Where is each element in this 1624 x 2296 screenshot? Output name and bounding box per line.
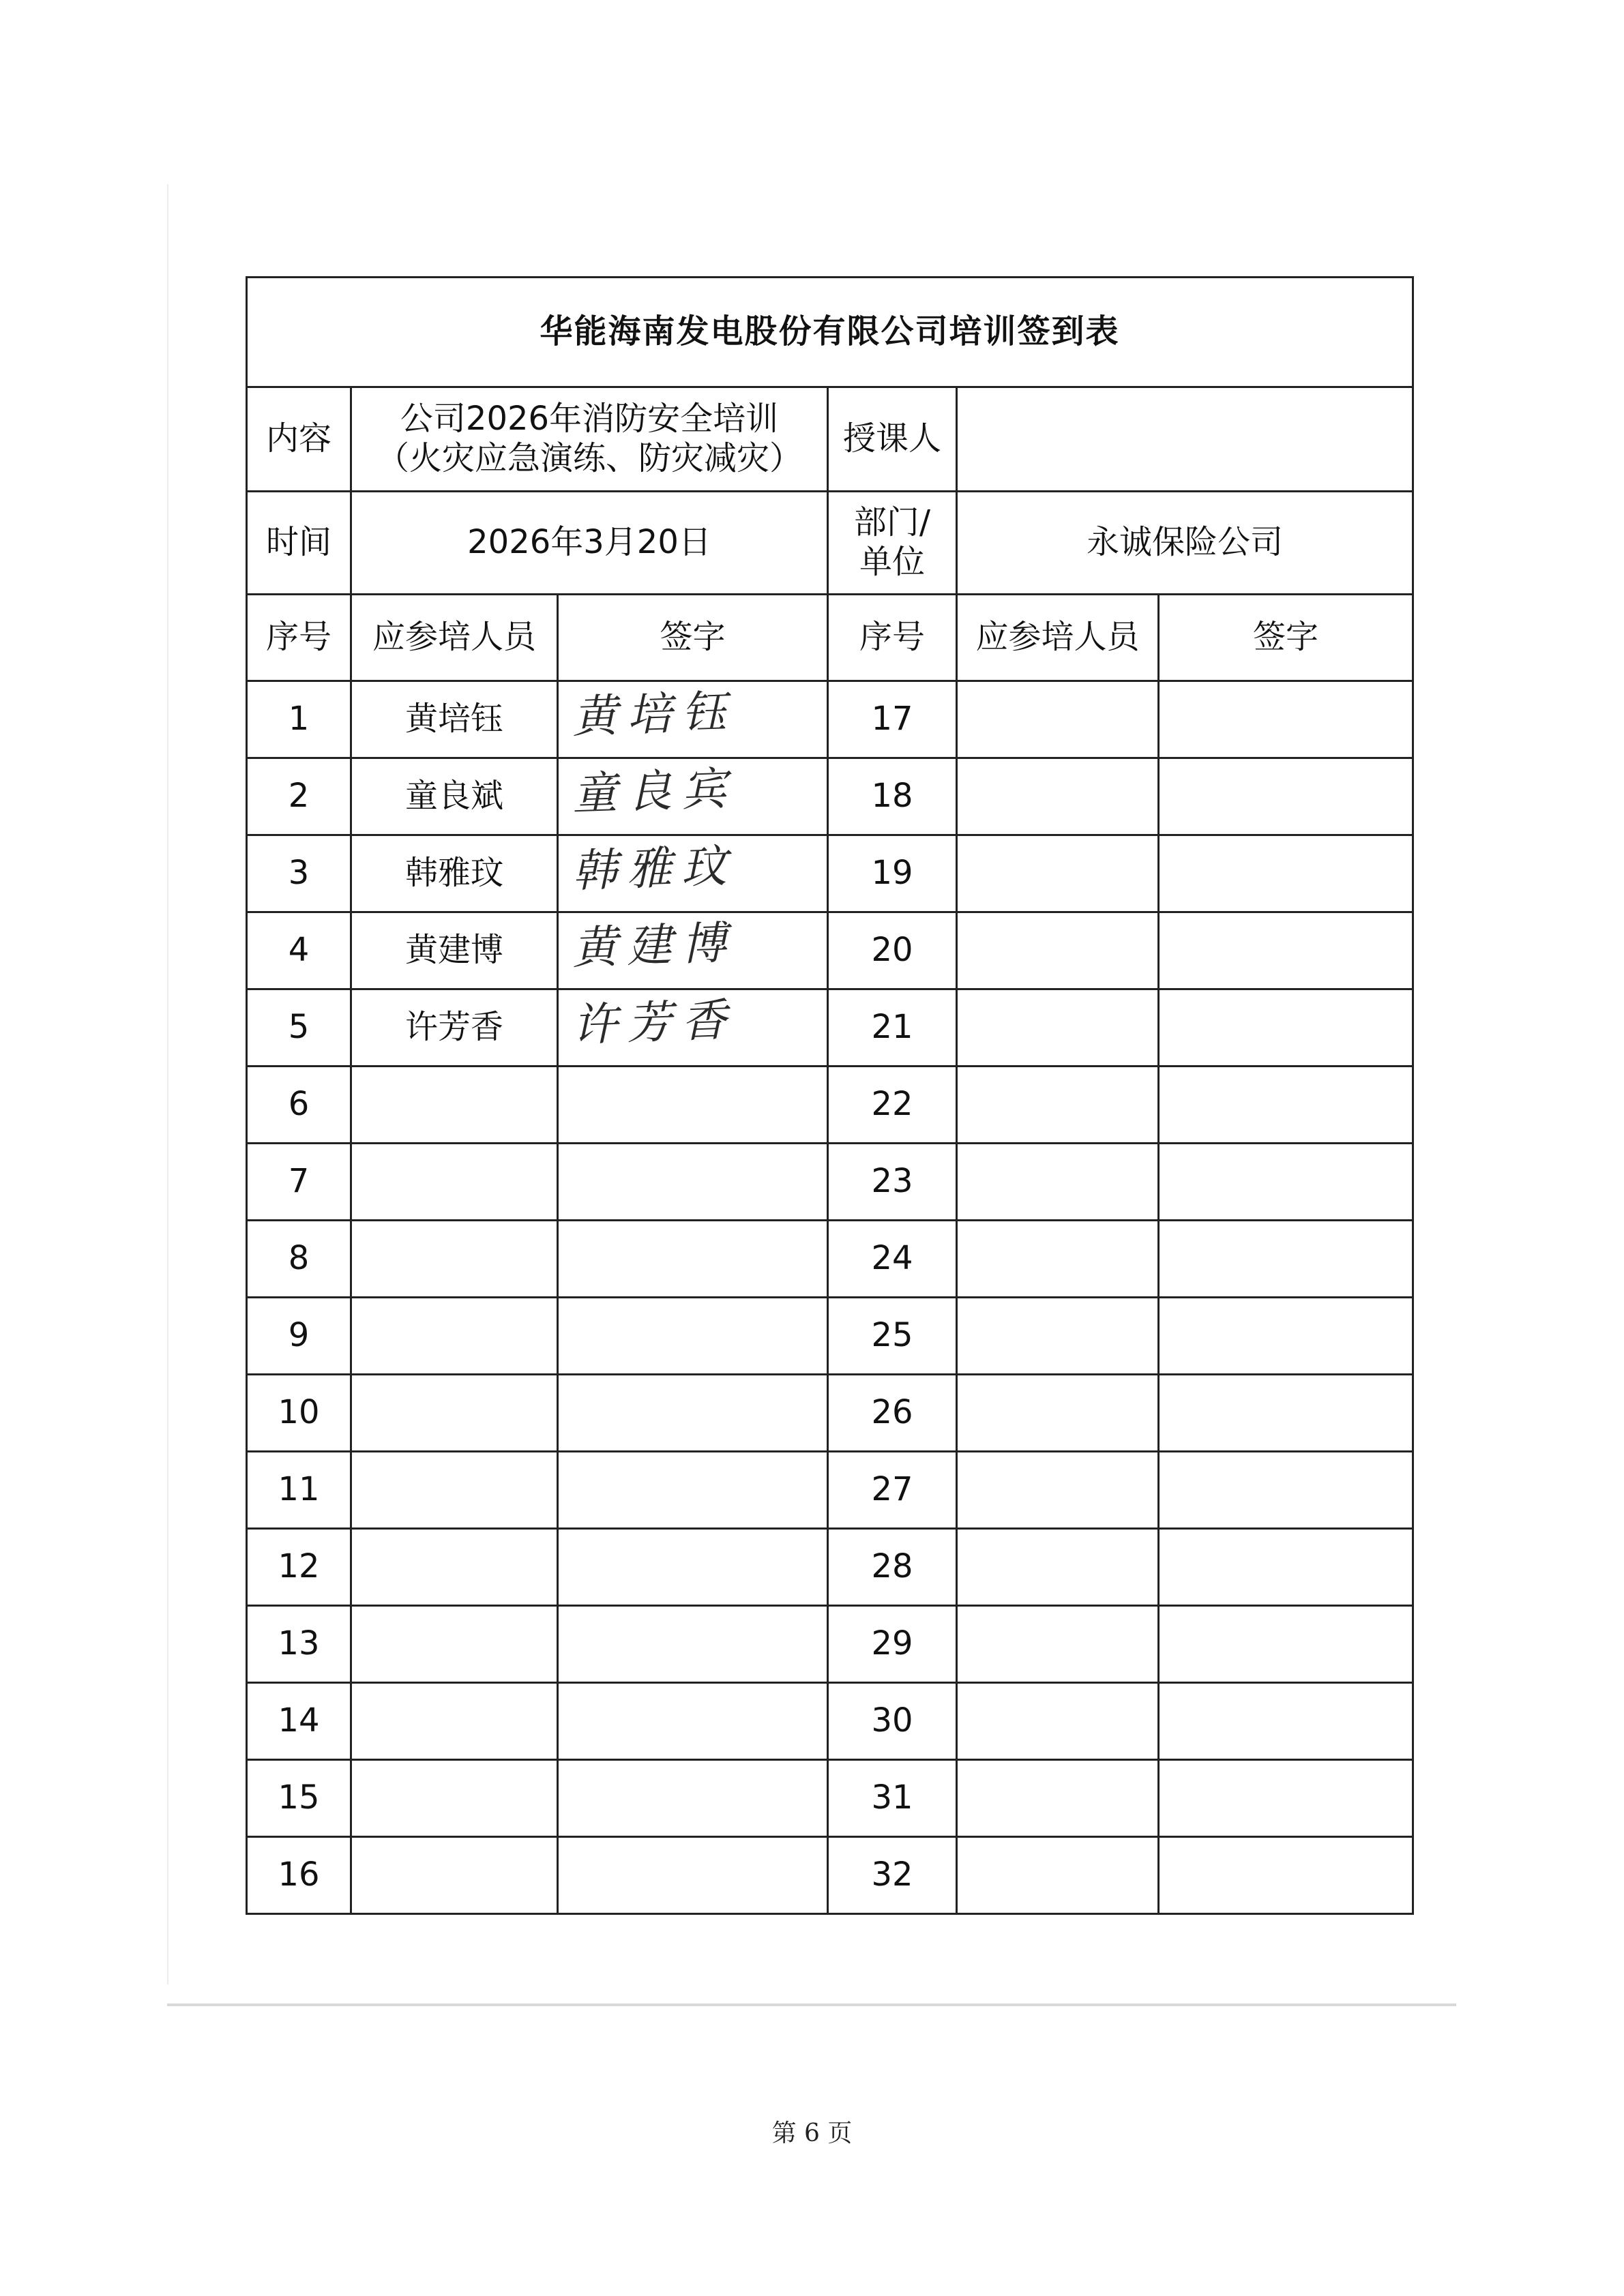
header-signature-right: 签字 (1159, 595, 1413, 681)
left-seq-cell: 15 (247, 1760, 351, 1837)
left-signature-cell (558, 1298, 828, 1375)
right-attendee-cell (957, 1144, 1159, 1221)
header-attendee-right: 应参培人员 (957, 595, 1159, 681)
sign-in-sheet-table (246, 276, 1414, 1915)
table-row (247, 1452, 1413, 1529)
right-attendee-cell (957, 681, 1159, 758)
right-signature-cell (1159, 1221, 1413, 1298)
content-value-line1: 公司2026年消防安全培训 (400, 400, 779, 438)
right-seq-cell: 17 (828, 681, 957, 758)
right-seq-cell: 27 (828, 1452, 957, 1529)
table-row (247, 1760, 1413, 1837)
page-number: 第 6 页 (771, 2119, 853, 2147)
right-signature-cell (1159, 835, 1413, 912)
right-attendee-cell (957, 1375, 1159, 1452)
scan-divider-line (167, 2003, 1456, 2006)
right-signature-cell (1159, 912, 1413, 989)
left-signature-cell (558, 1144, 828, 1221)
sheet-title: 华能海南发电股份有限公司培训签到表 (247, 278, 1413, 387)
left-attendee-cell (351, 1837, 558, 1914)
left-signature-cell (558, 1221, 828, 1298)
dept-value: 永诚保险公司 (957, 492, 1413, 595)
table-row (247, 1067, 1413, 1144)
left-signature-cell (558, 1067, 828, 1144)
table-row (247, 1221, 1413, 1298)
right-seq-cell: 28 (828, 1529, 957, 1606)
left-seq-cell: 11 (247, 1452, 351, 1529)
left-attendee-cell: 童良斌 (351, 758, 558, 835)
left-attendee-cell: 黄培钰 (351, 681, 558, 758)
left-seq-cell: 3 (247, 835, 351, 912)
dept-label (828, 492, 957, 595)
right-attendee-cell (957, 1760, 1159, 1837)
right-seq-cell: 21 (828, 989, 957, 1067)
left-attendee-cell (351, 1529, 558, 1606)
left-attendee-cell: 黄建博 (351, 912, 558, 989)
left-attendee-cell (351, 1760, 558, 1837)
table-row (247, 1298, 1413, 1375)
header-seq: 序号 (247, 595, 351, 681)
right-signature-cell (1159, 989, 1413, 1067)
handwritten-signature: 黄培钰 (571, 685, 737, 744)
right-attendee-cell (957, 1221, 1159, 1298)
right-seq-cell: 30 (828, 1683, 957, 1760)
scan-page-edge (167, 184, 168, 1984)
content-label: 内容 (247, 387, 351, 492)
table-row (247, 1529, 1413, 1606)
left-signature-cell (558, 912, 828, 989)
left-seq-cell: 10 (247, 1375, 351, 1452)
right-attendee-cell (957, 1837, 1159, 1914)
table-row (247, 1683, 1413, 1760)
right-attendee-cell (957, 1067, 1159, 1144)
left-attendee-cell: 许芳香 (351, 989, 558, 1067)
right-seq-cell: 26 (828, 1375, 957, 1452)
right-signature-cell (1159, 1452, 1413, 1529)
content-value-line2: （火灾应急演练、防灾减灾） (376, 439, 802, 477)
left-attendee-cell (351, 1452, 558, 1529)
handwritten-signature: 童良宾 (571, 762, 737, 821)
right-seq-cell: 18 (828, 758, 957, 835)
table-row (247, 1375, 1413, 1452)
left-attendee-cell: 韩雅玟 (351, 835, 558, 912)
left-seq-cell: 9 (247, 1298, 351, 1375)
right-signature-cell (1159, 758, 1413, 835)
header-signature: 签字 (558, 595, 828, 681)
right-signature-cell (1159, 1760, 1413, 1837)
right-signature-cell (1159, 1683, 1413, 1760)
content-value (351, 387, 828, 492)
lecturer-label: 授课人 (828, 387, 957, 492)
table-row (247, 1837, 1413, 1914)
left-attendee-cell (351, 1606, 558, 1683)
right-signature-cell (1159, 1298, 1413, 1375)
handwritten-signature: 韩雅玟 (571, 839, 737, 898)
left-attendee-cell (351, 1144, 558, 1221)
left-seq-cell: 8 (247, 1221, 351, 1298)
right-signature-cell (1159, 1375, 1413, 1452)
table-row (247, 681, 1413, 758)
left-signature-cell (558, 1452, 828, 1529)
table-row (247, 1144, 1413, 1221)
table-row (247, 989, 1413, 1067)
right-signature-cell (1159, 1067, 1413, 1144)
right-signature-cell (1159, 1144, 1413, 1221)
left-signature-cell (558, 1760, 828, 1837)
left-attendee-cell (351, 1298, 558, 1375)
left-signature-cell (558, 835, 828, 912)
left-attendee-cell (351, 1683, 558, 1760)
right-signature-cell (1159, 681, 1413, 758)
left-seq-cell: 14 (247, 1683, 351, 1760)
left-signature-cell (558, 989, 828, 1067)
left-signature-cell (558, 681, 828, 758)
left-signature-cell (558, 1375, 828, 1452)
handwritten-signature: 许芳香 (571, 993, 737, 1052)
right-signature-cell (1159, 1529, 1413, 1606)
dept-label-line2: 单位 (859, 543, 925, 581)
left-signature-cell (558, 1683, 828, 1760)
left-seq-cell: 6 (247, 1067, 351, 1144)
left-signature-cell (558, 1606, 828, 1683)
right-attendee-cell (957, 912, 1159, 989)
right-seq-cell: 20 (828, 912, 957, 989)
left-seq-cell: 7 (247, 1144, 351, 1221)
right-seq-cell: 22 (828, 1067, 957, 1144)
table-row (247, 912, 1413, 989)
left-signature-cell (558, 1837, 828, 1914)
left-seq-cell: 13 (247, 1606, 351, 1683)
handwritten-signature: 黄建博 (571, 916, 737, 975)
left-seq-cell: 12 (247, 1529, 351, 1606)
right-seq-cell: 32 (828, 1837, 957, 1914)
right-attendee-cell (957, 835, 1159, 912)
table-row (247, 1606, 1413, 1683)
right-attendee-cell (957, 1298, 1159, 1375)
time-label: 时间 (247, 492, 351, 595)
right-attendee-cell (957, 989, 1159, 1067)
table-row (247, 835, 1413, 912)
left-attendee-cell (351, 1067, 558, 1144)
left-signature-cell (558, 758, 828, 835)
right-seq-cell: 24 (828, 1221, 957, 1298)
right-seq-cell: 19 (828, 835, 957, 912)
lecturer-value (957, 387, 1413, 492)
right-signature-cell (1159, 1837, 1413, 1914)
left-signature-cell (558, 1529, 828, 1606)
right-attendee-cell (957, 1683, 1159, 1760)
right-seq-cell: 29 (828, 1606, 957, 1683)
left-seq-cell: 5 (247, 989, 351, 1067)
dept-label-line1: 部门/ (853, 503, 931, 542)
right-seq-cell: 23 (828, 1144, 957, 1221)
right-signature-cell (1159, 1606, 1413, 1683)
header-attendee: 应参培人员 (351, 595, 558, 681)
table-row (247, 758, 1413, 835)
left-attendee-cell (351, 1221, 558, 1298)
time-value: 2026年3月20日 (351, 492, 828, 595)
left-seq-cell: 1 (247, 681, 351, 758)
header-seq-right: 序号 (828, 595, 957, 681)
right-attendee-cell (957, 1529, 1159, 1606)
right-attendee-cell (957, 1606, 1159, 1683)
left-seq-cell: 4 (247, 912, 351, 989)
right-seq-cell: 31 (828, 1760, 957, 1837)
left-attendee-cell (351, 1375, 558, 1452)
left-seq-cell: 16 (247, 1837, 351, 1914)
right-attendee-cell (957, 758, 1159, 835)
left-seq-cell: 2 (247, 758, 351, 835)
right-attendee-cell (957, 1452, 1159, 1529)
right-seq-cell: 25 (828, 1298, 957, 1375)
